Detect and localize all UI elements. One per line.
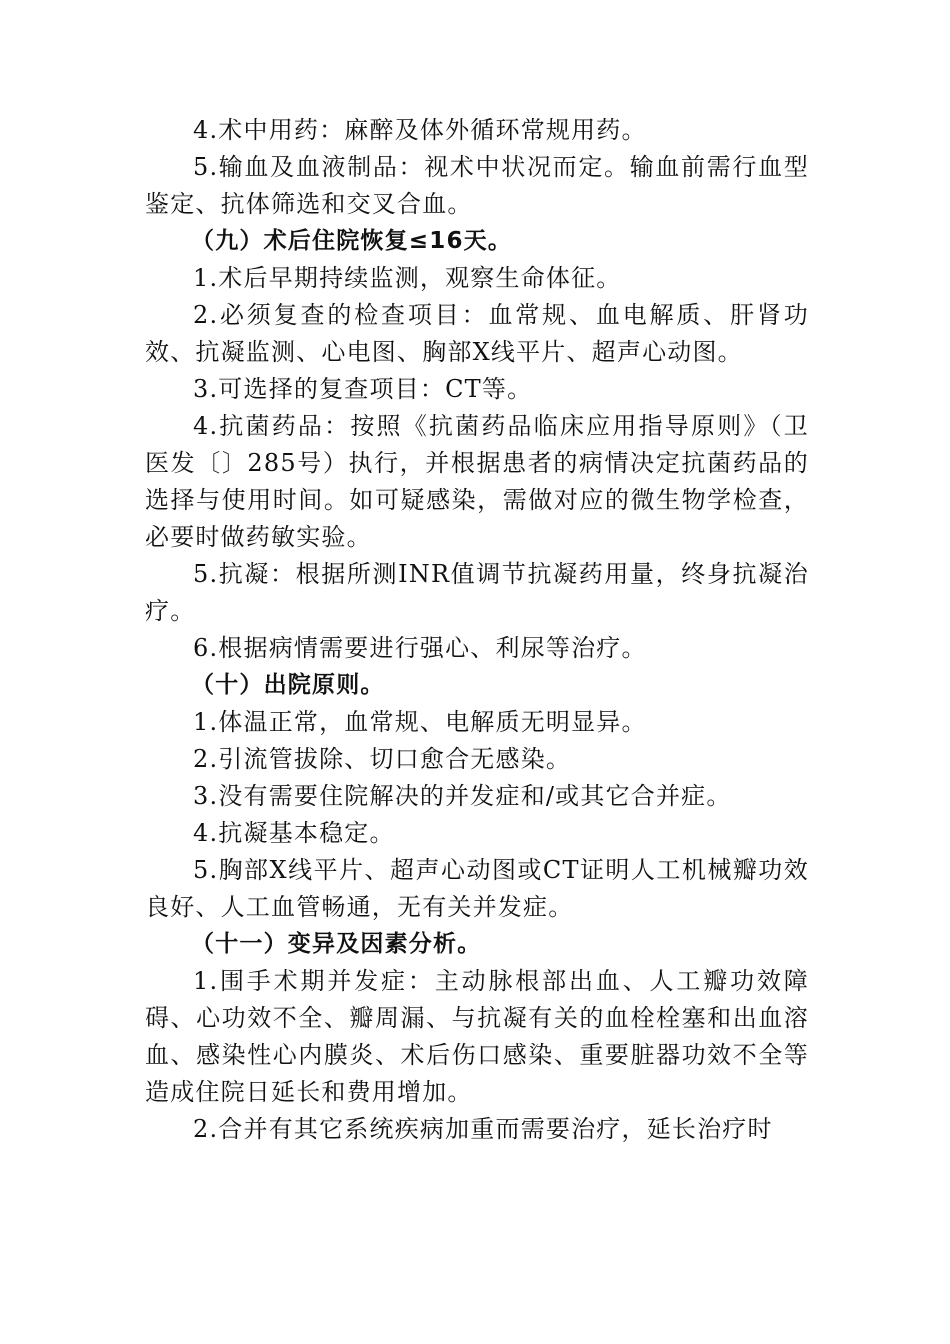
section-heading: （九）术后住院恢复≤16天。	[191, 228, 513, 254]
list-item: 1.术后早期持续监测，观察生命体征。	[193, 264, 622, 292]
section-heading: （十一）变异及因素分析。	[191, 931, 482, 957]
list-item: 3.没有需要住院解决的并发症和/或其它合并症。	[193, 782, 732, 810]
list-item: 2.必须复查的检查项目：血常规、血电解质、肝肾功效、抗凝监测、心电图、胸部X线平片、超声心动图。	[145, 301, 809, 366]
list-item: 2.引流管拔除、切口愈合无感染。	[193, 745, 572, 773]
list-item: 6.根据病情需要进行强心、利尿等治疗。	[193, 634, 647, 662]
section-heading: （十）出院原则。	[191, 672, 385, 698]
list-item: 5.输血及血液制品：视术中状况而定。输血前需行血型鉴定、抗体筛选和交叉合血。	[145, 153, 809, 218]
list-item: 3.可选择的复查项目：CT等。	[193, 375, 533, 403]
list-item: 5.胸部X线平片、超声心动图或CT证明人工机械瓣功效良好、人工血管畅通，无有关并发症。	[145, 856, 809, 921]
document-body	[145, 112, 809, 1148]
list-item: 4.抗凝基本稳定。	[193, 819, 395, 847]
list-item: 4.抗菌药品：按照《抗菌药品临床应用指导原则》（卫医发〔〕285号）执行，并根据患者的病情决定抗菌药品的选择与使用时间。如可疑感染，需做对应的微生物学检查，必要时做药敏实验。	[145, 412, 809, 551]
list-item: 1.体温正常，血常规、电解质无明显异。	[193, 708, 647, 736]
list-item: 2.合并有其它系统疾病加重而需要治疗，延长治疗时	[193, 1115, 773, 1143]
list-item: 1.围手术期并发症：主动脉根部出血、人工瓣功效障碍、心功效不全、瓣周漏、与抗凝有关的血栓栓塞和出血溶血、感染性心内膜炎、术后伤口感染、重要脏器功效不全等造成住院日延长和费用增加。	[145, 967, 809, 1106]
list-item: 5.抗凝：根据所测INR值调节抗凝药用量，终身抗凝治疗。	[145, 560, 809, 625]
list-item: 4.术中用药：麻醉及体外循环常规用药。	[193, 116, 647, 144]
